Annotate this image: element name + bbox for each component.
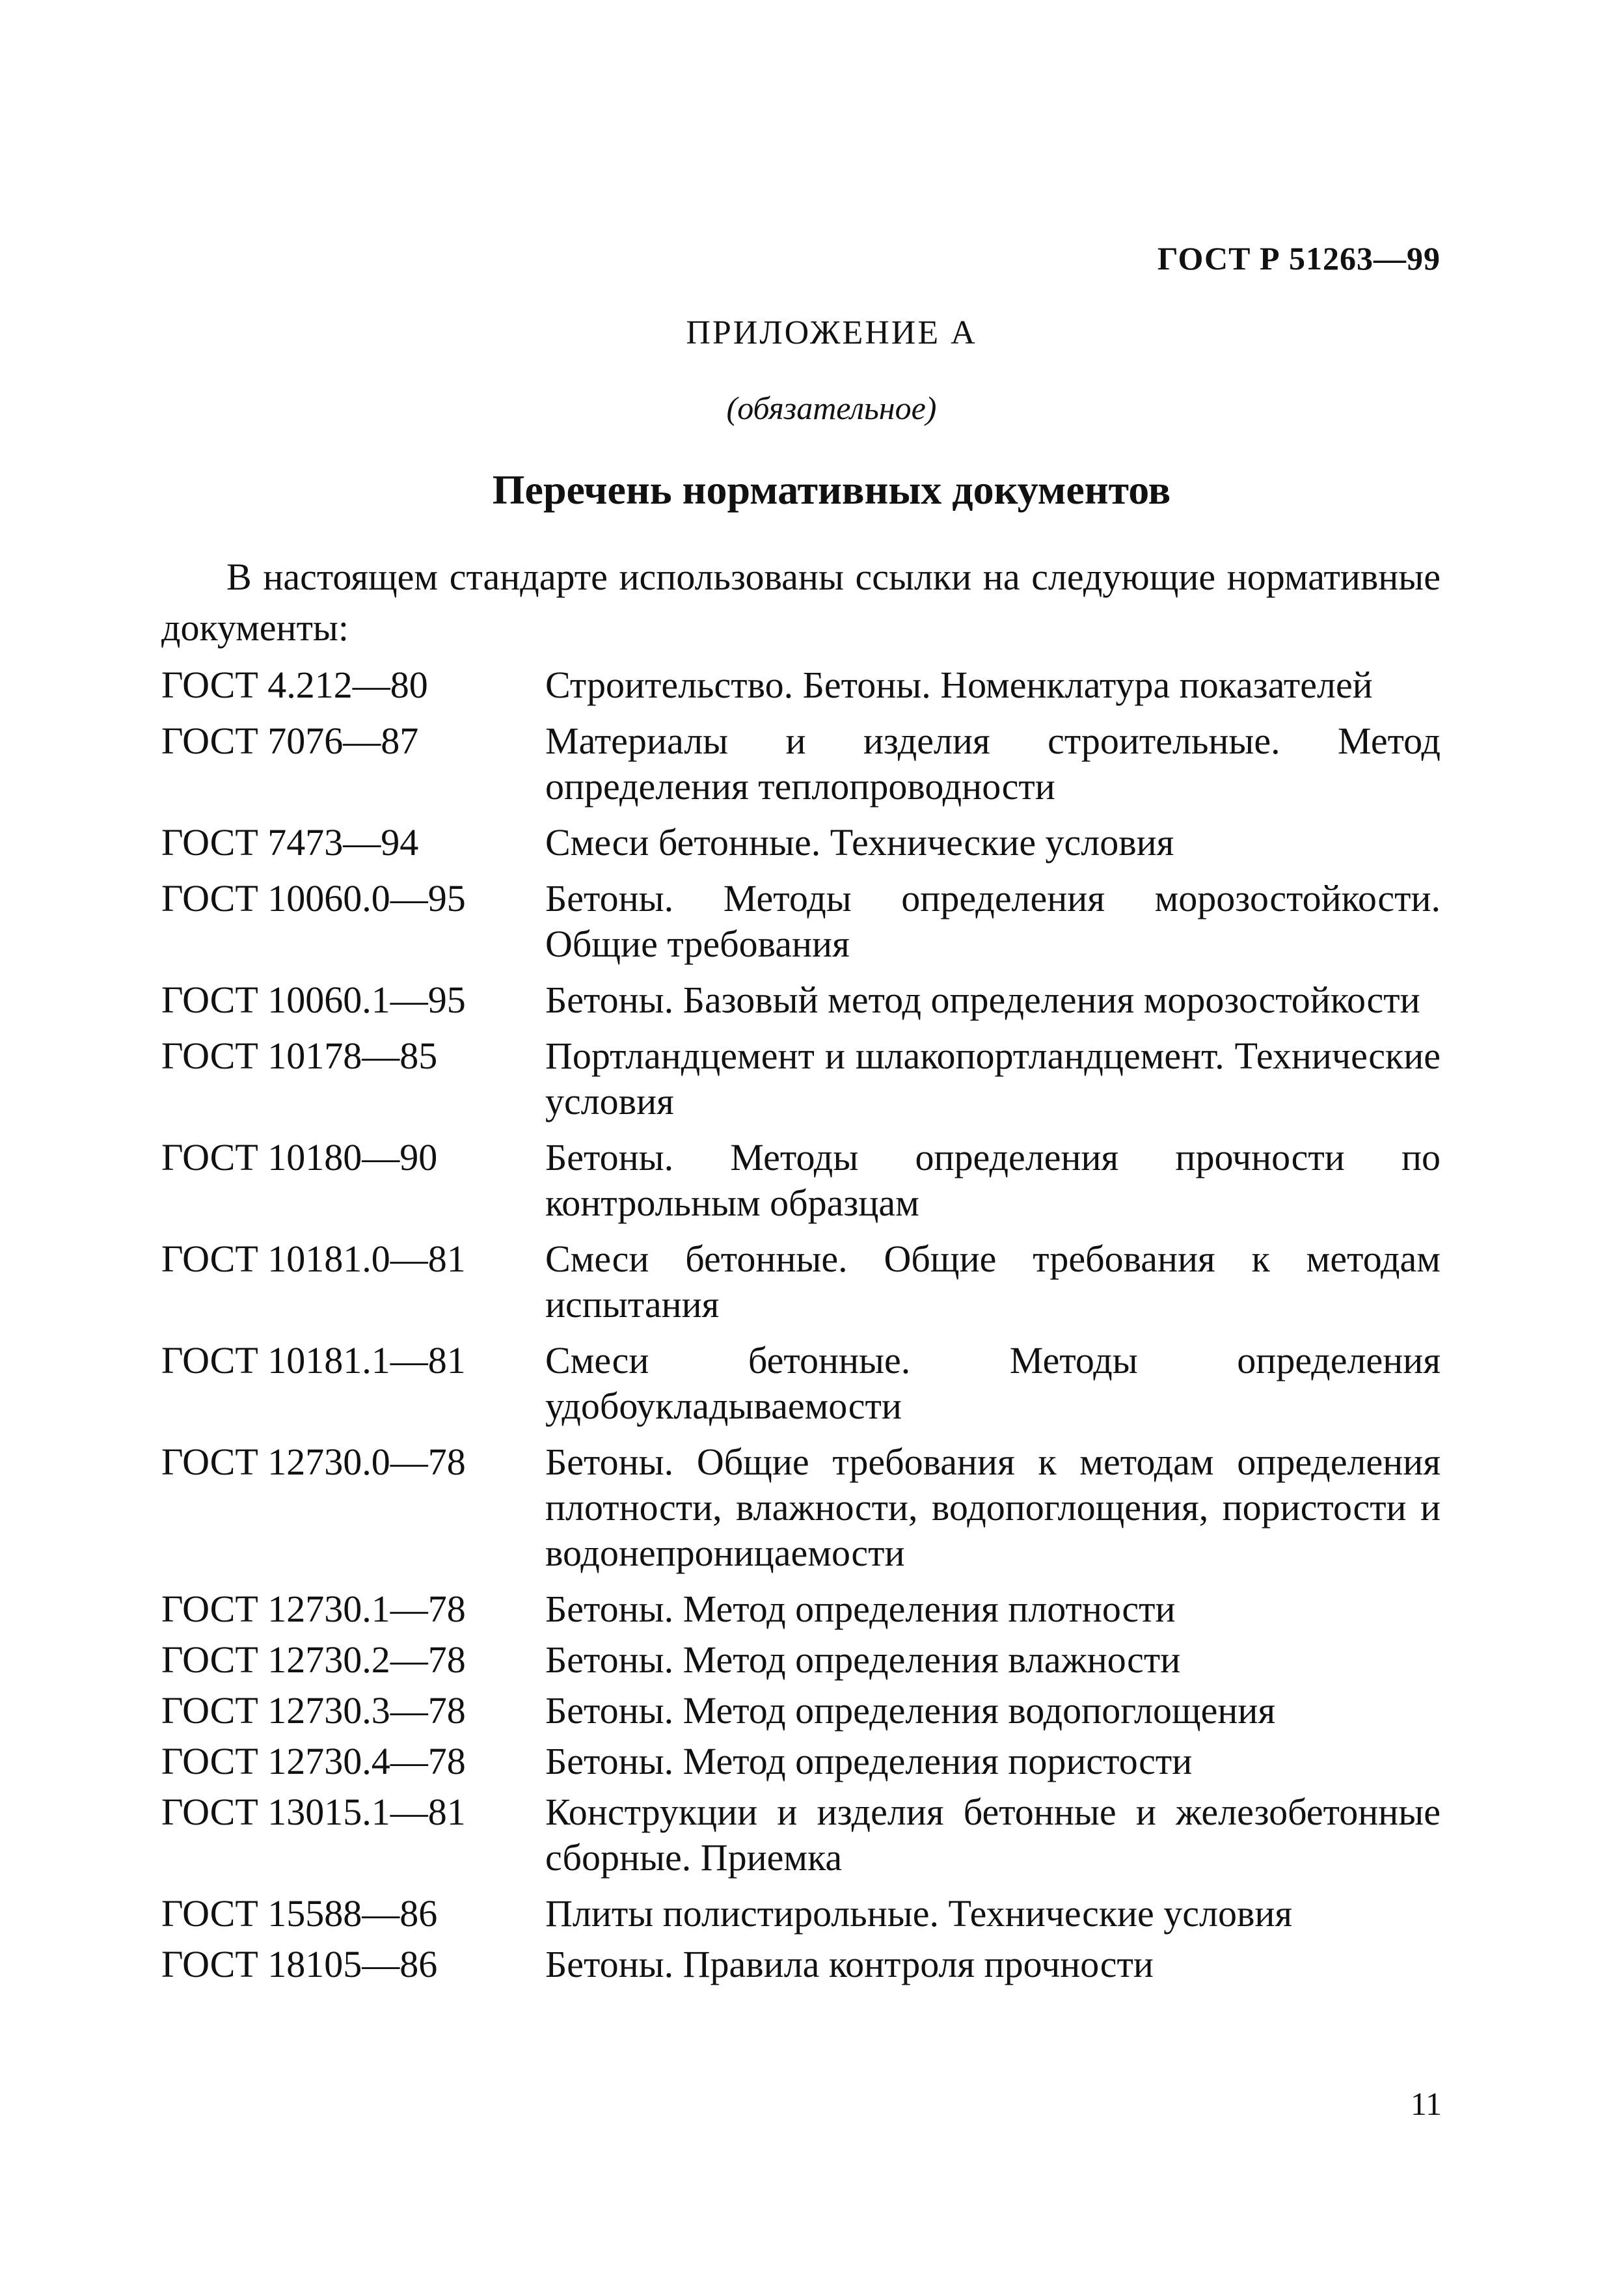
reference-title: Плиты полистирольные. Технические условия bbox=[545, 1892, 1293, 1935]
reference-row bbox=[161, 1942, 1441, 1992]
reference-code: ГОСТ 12730.4—78 bbox=[161, 1740, 466, 1782]
reference-code: ГОСТ 12730.2—78 bbox=[161, 1638, 466, 1681]
reference-row bbox=[161, 977, 1441, 1033]
reference-code: ГОСТ 12730.3—78 bbox=[161, 1689, 466, 1732]
reference-title: Бетоны. Метод определения плотности bbox=[545, 1588, 1176, 1630]
page-number: 11 bbox=[1410, 2086, 1442, 2122]
reference-title: Смеси бетонные. Общие требования к методам испытания bbox=[545, 1238, 1441, 1326]
appendix-title: Перечень нормативных документов bbox=[492, 467, 1171, 513]
reference-title: Бетоны. Методы определения прочности по контрольным образцам bbox=[545, 1136, 1441, 1224]
reference-row bbox=[161, 876, 1441, 977]
reference-title: Бетоны. Методы определения морозостойкости. Общие требования bbox=[545, 877, 1441, 965]
reference-code: ГОСТ 12730.0—78 bbox=[161, 1441, 466, 1483]
reference-row bbox=[161, 820, 1441, 876]
reference-row bbox=[161, 718, 1441, 820]
reference-code: ГОСТ 10178—85 bbox=[161, 1035, 438, 1077]
document-code: ГОСТ Р 51263—99 bbox=[1157, 240, 1441, 277]
reference-code: ГОСТ 4.212—80 bbox=[161, 664, 428, 706]
reference-title: Бетоны. Базовый метод определения морозостойкости bbox=[545, 979, 1420, 1021]
reference-row bbox=[161, 662, 1441, 718]
reference-row bbox=[161, 1236, 1441, 1338]
reference-code: ГОСТ 15588—86 bbox=[161, 1892, 438, 1935]
reference-code: ГОСТ 18105—86 bbox=[161, 1943, 438, 1985]
reference-title: Бетоны. Метод определения водопоглощения bbox=[545, 1689, 1276, 1732]
reference-title: Бетоны. Метод определения влажности bbox=[545, 1638, 1181, 1681]
reference-title: Портландцемент и шлакопортландцемент. Технические условия bbox=[545, 1035, 1441, 1122]
reference-title: Смеси бетонные. Технические условия bbox=[545, 821, 1174, 863]
reference-row bbox=[161, 1688, 1441, 1739]
appendix-label: ПРИЛОЖЕНИЕ А bbox=[686, 314, 977, 351]
references-table bbox=[161, 662, 1441, 1992]
reference-code: ГОСТ 10181.0—81 bbox=[161, 1238, 466, 1280]
reference-code: ГОСТ 10181.1—81 bbox=[161, 1339, 466, 1381]
reference-title: Смеси бетонные. Методы определения удобоукладываемости bbox=[545, 1339, 1441, 1427]
reference-code: ГОСТ 10060.0—95 bbox=[161, 877, 466, 919]
reference-row bbox=[161, 1338, 1441, 1439]
reference-code: ГОСТ 10060.1—95 bbox=[161, 979, 466, 1021]
reference-row bbox=[161, 1739, 1441, 1789]
reference-title: Бетоны. Метод определения пористости bbox=[545, 1740, 1193, 1782]
reference-row bbox=[161, 1135, 1441, 1236]
reference-code: ГОСТ 13015.1—81 bbox=[161, 1791, 466, 1833]
reference-code: ГОСТ 7473—94 bbox=[161, 821, 419, 863]
reference-row bbox=[161, 1891, 1441, 1942]
reference-title: Бетоны. Правила контроля прочности bbox=[545, 1943, 1154, 1985]
reference-title: Материалы и изделия строительные. Метод определения теплопроводности bbox=[545, 720, 1441, 808]
intro-paragraph: В настоящем стандарте использованы ссылки на следующие нормативные документы: bbox=[161, 556, 1441, 649]
reference-title: Строительство. Бетоны. Номенклатура показателей bbox=[545, 664, 1373, 706]
reference-row bbox=[161, 1586, 1441, 1637]
reference-row bbox=[161, 1637, 1441, 1688]
reference-row bbox=[161, 1439, 1441, 1586]
reference-row bbox=[161, 1789, 1441, 1891]
reference-code: ГОСТ 7076—87 bbox=[161, 720, 419, 762]
reference-code: ГОСТ 12730.1—78 bbox=[161, 1588, 466, 1630]
appendix-status: (обязательное) bbox=[726, 390, 937, 426]
reference-code: ГОСТ 10180—90 bbox=[161, 1136, 438, 1178]
reference-title: Бетоны. Общие требования к методам определения плотности, влажности, водопоглощения, пористости и водонепроницаемости bbox=[545, 1441, 1441, 1574]
reference-title: Конструкции и изделия бетонные и железобетонные сборные. Приемка bbox=[545, 1791, 1441, 1879]
reference-row bbox=[161, 1033, 1441, 1135]
